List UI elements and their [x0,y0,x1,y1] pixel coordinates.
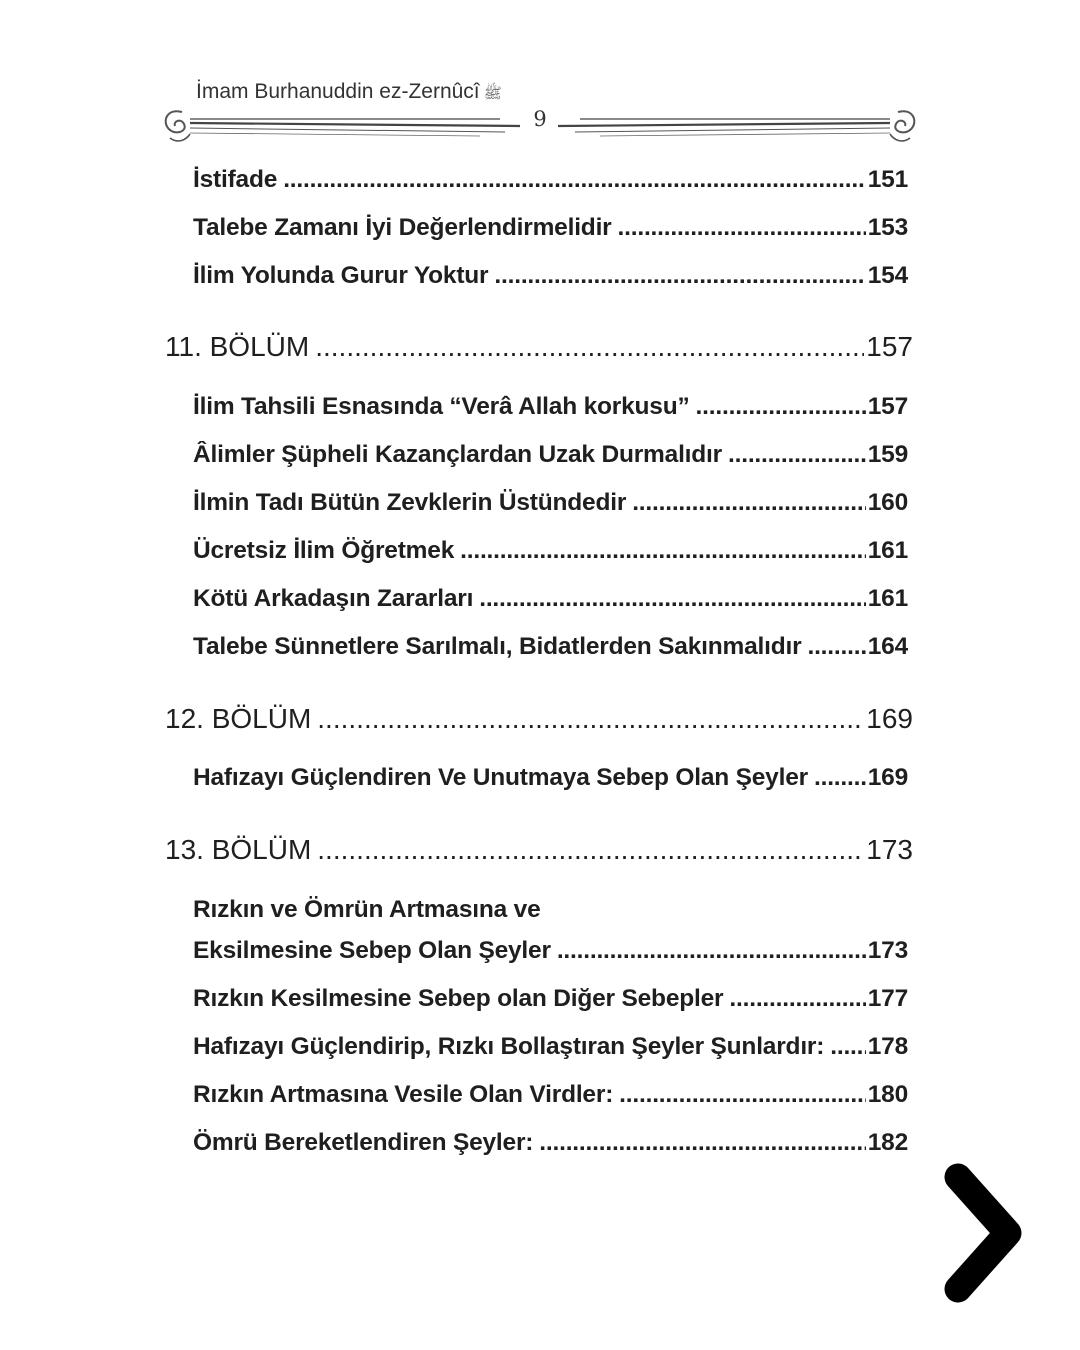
toc-entry-title: Ömrü Bereketlendiren Şeyler: [193,1129,534,1156]
toc-entry[interactable] [193,633,908,661]
toc-entry[interactable] [193,166,908,194]
running-title: İmam Burhanuddin ez-Zernûcî [196,80,480,103]
toc-entry-title: Rızkın Kesilmesine Sebep olan Diğer Sebepler [193,985,724,1012]
toc-entry-title: Rızkın Artmasına Vesile Olan Virdler: [193,1081,614,1108]
toc-entry-page: 159 [867,441,908,468]
toc-entry-title: Hafızayı Güçlendiren Ve Unutmaya Sebep Olan Şeyler [193,764,808,791]
chapter-page: 157 [866,331,913,362]
chapter-title: 12. BÖLÜM [165,703,312,734]
dot-leader [807,633,865,661]
dot-leader [830,1033,865,1061]
dot-leader [317,834,864,866]
dot-leader [539,1129,865,1157]
toc-entry[interactable] [193,214,908,242]
toc-chapter-13[interactable] [165,834,913,866]
dot-leader [317,703,864,735]
toc-entry-page: 161 [867,537,908,564]
toc-entry-page: 177 [867,985,908,1012]
toc-entry-title: İlim Yolunda Gurur Yoktur [193,262,489,289]
dot-leader [494,262,865,290]
toc-entry[interactable] [193,1081,908,1109]
chapter-page: 169 [866,703,913,734]
dot-leader [283,166,866,194]
toc-entry-page: 153 [867,214,908,241]
toc-entry[interactable] [193,262,908,290]
toc-entry-title: Talebe Zamanı İyi Değerlendirmelidir [193,214,612,241]
toc-entry-title: İlmin Tadı Bütün Zevklerin Üstündedir [193,489,627,516]
toc-entry-page: 180 [867,1081,908,1108]
dot-leader [619,1081,866,1109]
toc-entry[interactable] [193,441,908,469]
dot-leader [315,331,864,363]
toc-entry-title: Kötü Arkadaşın Zararları [193,585,474,612]
toc-entry-page: 161 [867,585,908,612]
toc-entry-page: 154 [867,262,908,289]
honorific-symbol: ﷺ [483,84,502,102]
toc-entry-page: 160 [867,489,908,516]
toc-entry-page: 173 [867,937,908,964]
chapter-page: 173 [866,834,913,865]
toc-entry[interactable] [193,764,908,792]
toc-entry[interactable] [193,1129,908,1157]
dot-leader [728,441,866,469]
toc-entry[interactable] [193,985,908,1013]
toc-entry-title: İstifade [193,166,278,193]
page-number: 9 [533,107,547,131]
toc-entry-page: 164 [867,633,908,660]
dot-leader [814,764,866,792]
toc-chapter-11[interactable] [165,331,913,363]
dot-leader [557,937,866,965]
dot-leader [632,489,866,517]
dot-leader [696,393,866,421]
chapter-title: 13. BÖLÜM [165,834,312,865]
toc-entry-page: 151 [867,166,908,193]
toc-entry-title: Talebe Sünnetlere Sarılmalı, Bidatlerden Sakınmalıdır [193,633,802,660]
toc-entry-page: 169 [867,764,908,791]
toc-entry[interactable] [193,937,908,965]
toc-entry-page: 157 [867,393,908,420]
toc-entry[interactable] [193,537,908,565]
chevron-right-icon[interactable] [930,1155,1040,1315]
toc-entry-title: Ücretsiz İlim Öğretmek [193,537,455,564]
dot-leader [729,985,865,1013]
toc-entry-title: Hafızayı Güçlendirip, Rızkı Bollaştıran Şeyler Şunlardır: [193,1033,825,1060]
dot-leader [479,585,866,613]
chapter-title: 11. BÖLÜM [165,331,310,362]
toc-entry-title: Eksilmesine Sebep Olan Şeyler [193,937,551,964]
toc-entry-page: 182 [867,1129,908,1156]
dot-leader [618,214,866,242]
toc-entry-title-line1[interactable]: Rızkın ve Ömrün Artmasına ve [193,896,541,923]
toc-entry-title: Âlimler Şüpheli Kazançlardan Uzak Durmalıdır [193,441,722,468]
dot-leader [460,537,866,565]
toc-entry-title: İlim Tahsili Esnasında “Verâ Allah korkusu” [193,393,690,420]
toc-entry-page: 178 [867,1033,908,1060]
toc-entry[interactable] [193,393,908,421]
toc-chapter-12[interactable] [165,703,913,735]
toc-entry[interactable] [193,1033,908,1061]
toc-entry[interactable] [193,489,908,517]
toc-entry[interactable] [193,585,908,613]
